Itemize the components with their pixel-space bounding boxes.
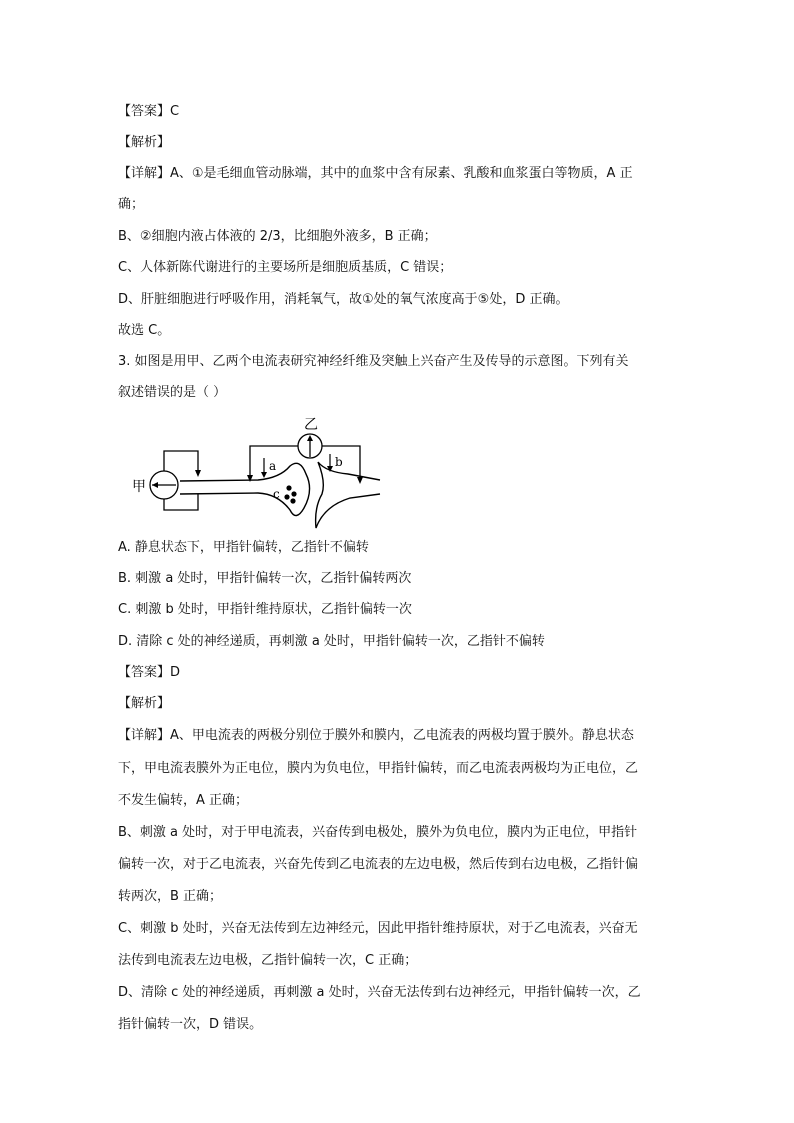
analysis-label-2: 【解析】: [118, 696, 171, 711]
question-3-stem-line-2: 叙述错误的是（ ）: [118, 385, 227, 400]
detail-2-a-line-3: 不发生偏转，A 正确；: [118, 793, 249, 808]
option-b: B. 刺激 a 处时，甲指针偏转一次，乙指针偏转两次: [118, 571, 412, 586]
detail-1-line-2: 确；: [118, 197, 145, 212]
question-3-stem-line-1: 3. 如图是用甲、乙两个电流表研究神经纤维及突触上兴奋产生及传导的示意图。下列有关: [118, 354, 629, 369]
detail-1-line-1: 【详解】A、①是毛细血管动脉端，其中的血浆中含有尿素、乳酸和血浆蛋白等物质，A 正: [118, 166, 633, 181]
detail-2-b-line-3: 转两次，B 正确；: [118, 889, 223, 904]
detail-1-c: C、人体新陈代谢进行的主要场所是细胞质基质，C 错误；: [118, 260, 453, 275]
detail-2-d-line-2: 指针偏转一次，D 错误。: [118, 1017, 263, 1032]
detail-2-b-line-2: 偏转一次，对于乙电流表，兴奋先传到乙电流表的左边电极，然后传到右边电极，乙指针偏: [118, 857, 639, 872]
option-c: C. 刺激 b 处时，甲指针维持原状，乙指针偏转一次: [118, 602, 412, 617]
option-a: A. 静息状态下，甲指针偏转，乙指针不偏转: [118, 540, 369, 555]
detail-1-b: B、②细胞内液占体液的 2/3，比细胞外液多，B 正确；: [118, 229, 437, 244]
label-yi: 乙: [304, 417, 318, 433]
answer-label-1: 【答案】C: [118, 104, 180, 119]
detail-2-c-line-2: 法传到电流表左边电极，乙指针偏转一次，C 正确；: [118, 953, 418, 968]
detail-2-c-line-1: C、刺激 b 处时，兴奋无法传到左边神经元，因此甲指针维持原状，对于乙电流表，兴奋无: [118, 921, 638, 936]
analysis-label-1: 【解析】: [118, 135, 171, 150]
label-a: a: [269, 459, 277, 473]
detail-2-a-line-1: 【详解】A、甲电流表的两极分别位于膜外和膜内，乙电流表的两极均置于膜外。静息状态: [118, 728, 634, 743]
answer-label-2: 【答案】D: [118, 665, 181, 680]
conclusion-1: 故选 C。: [118, 323, 171, 338]
label-jia: 甲: [132, 479, 146, 495]
detail-2-d-line-1: D、清除 c 处的神经递质，再刺激 a 处时，兴奋无法传到右边神经元，甲指针偏转一次，乙: [118, 985, 641, 1000]
label-c: c: [273, 487, 280, 501]
postsynaptic-neuron: [316, 462, 380, 528]
option-d: D. 清除 c 处的神经递质，再刺激 a 处时，甲指针偏转一次，乙指针不偏转: [118, 634, 545, 649]
detail-2-a-line-2: 下，甲电流表膜外为正电位，膜内为负电位，甲指针偏转，而乙电流表两极均为正电位，乙: [118, 761, 639, 776]
label-b: b: [335, 455, 343, 469]
nerve-synapse-diagram: [118, 410, 390, 535]
detail-1-d: D、肝脏细胞进行呼吸作用，消耗氧气，故①处的氧气浓度高于⑤处，D 正确。: [118, 292, 569, 307]
detail-2-b-line-1: B、刺激 a 处时，对于甲电流表，兴奋传到电极处，膜外为负电位，膜内为正电位，甲指针: [118, 825, 638, 840]
